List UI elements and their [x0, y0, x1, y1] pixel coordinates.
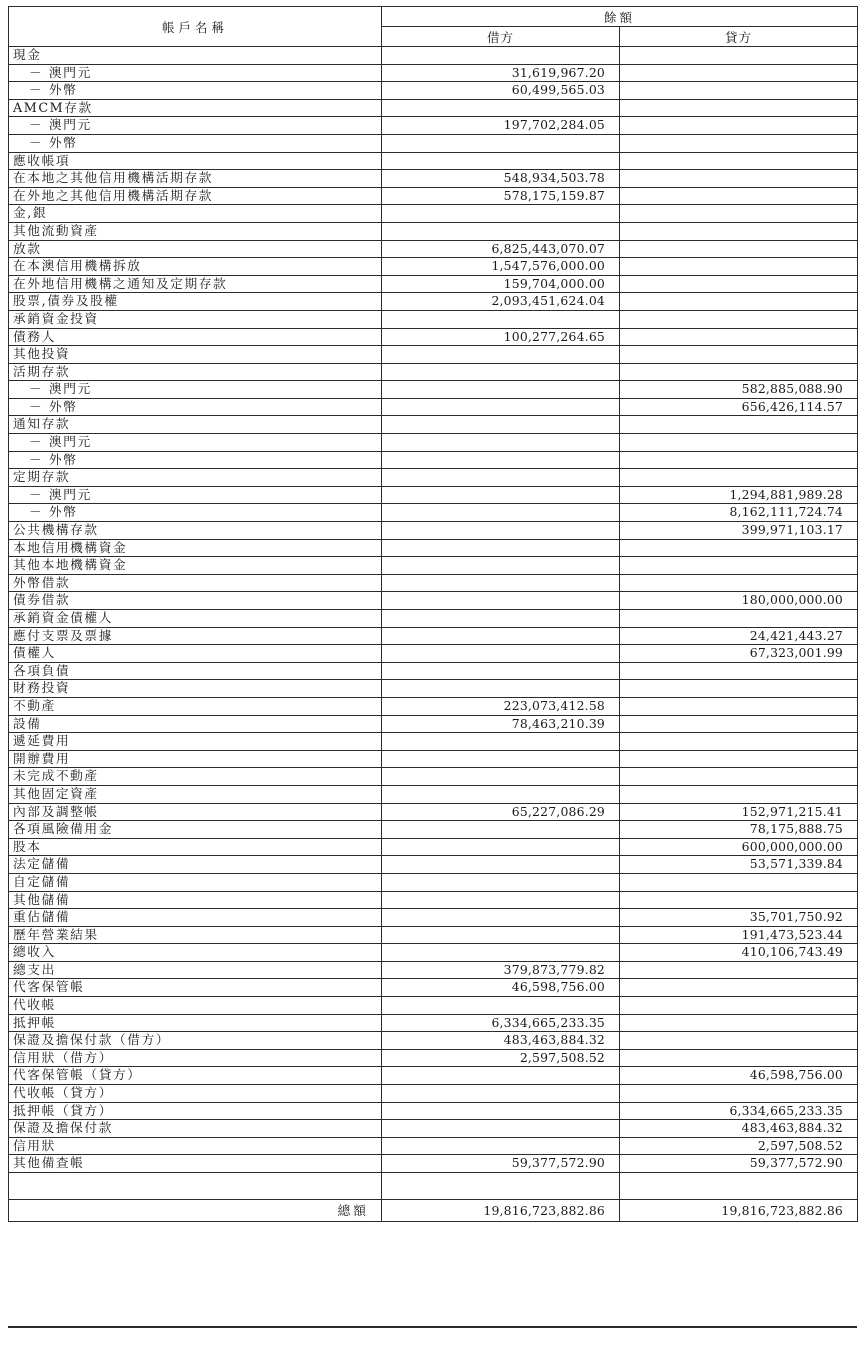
debit-cell	[382, 733, 620, 751]
debit-cell	[382, 821, 620, 839]
account-name-cell: 其他流動資產	[9, 222, 382, 240]
credit-cell	[620, 733, 858, 751]
table-row	[9, 873, 858, 891]
credit-cell: 24,421,443.27	[620, 627, 858, 645]
table-row	[9, 451, 858, 469]
credit-cell	[620, 363, 858, 381]
table-row	[9, 891, 858, 909]
credit-cell: 59,377,572.90	[620, 1155, 858, 1173]
debit-cell	[382, 504, 620, 522]
table-row	[9, 99, 858, 117]
credit-cell: 46,598,756.00	[620, 1067, 858, 1085]
account-name-cell: 外幣借款	[9, 574, 382, 592]
debit-cell: 1,547,576,000.00	[382, 258, 620, 276]
credit-cell	[620, 434, 858, 452]
account-name-cell: 活期存款	[9, 363, 382, 381]
credit-cell: 8,162,111,724.74	[620, 504, 858, 522]
debit-cell	[382, 785, 620, 803]
account-name-cell: 自定儲備	[9, 873, 382, 891]
table-row	[9, 434, 858, 452]
account-name-cell: 股票,債券及股權	[9, 293, 382, 311]
account-name-cell: － 外幣	[9, 82, 382, 100]
table-row	[9, 82, 858, 100]
account-name-cell: 承銷資金債權人	[9, 610, 382, 628]
table-row	[9, 821, 858, 839]
credit-cell	[620, 1085, 858, 1103]
credit-cell: 6,334,665,233.35	[620, 1102, 858, 1120]
table-row	[9, 293, 858, 311]
credit-cell	[620, 240, 858, 258]
credit-cell: 191,473,523.44	[620, 926, 858, 944]
credit-cell	[620, 768, 858, 786]
credit-cell: 152,971,215.41	[620, 803, 858, 821]
credit-cell	[620, 961, 858, 979]
credit-cell: 582,885,088.90	[620, 381, 858, 399]
debit-cell: 31,619,967.20	[382, 64, 620, 82]
table-row	[9, 645, 858, 663]
table-row	[9, 117, 858, 135]
debit-cell	[382, 1137, 620, 1155]
total-row	[9, 1200, 858, 1222]
table-row	[9, 944, 858, 962]
table-row	[9, 381, 858, 399]
credit-cell: 1,294,881,989.28	[620, 486, 858, 504]
debit-cell: 483,463,884.32	[382, 1032, 620, 1050]
credit-cell	[620, 451, 858, 469]
table-row	[9, 961, 858, 979]
credit-cell	[620, 293, 858, 311]
account-name-cell: 代收帳（貸方）	[9, 1085, 382, 1103]
credit-cell	[620, 979, 858, 997]
debit-cell	[382, 346, 620, 364]
credit-cell	[620, 99, 858, 117]
debit-cell: 65,227,086.29	[382, 803, 620, 821]
account-name-cell: 抵押帳（貸方）	[9, 1102, 382, 1120]
table-row	[9, 134, 858, 152]
debit-cell	[382, 610, 620, 628]
table-body	[9, 47, 858, 1222]
table-row	[9, 627, 858, 645]
header-row-top	[9, 7, 858, 27]
debit-cell: 46,598,756.00	[382, 979, 620, 997]
table-row	[9, 715, 858, 733]
table-row	[9, 469, 858, 487]
account-name-cell: － 外幣	[9, 398, 382, 416]
debit-cell	[382, 310, 620, 328]
account-name-cell: － 外幣	[9, 451, 382, 469]
account-name-cell: 應付支票及票據	[9, 627, 382, 645]
table-row	[9, 398, 858, 416]
credit-cell	[620, 222, 858, 240]
account-name-cell: 信用狀	[9, 1137, 382, 1155]
table-row	[9, 592, 858, 610]
debit-cell: 548,934,503.78	[382, 170, 620, 188]
table-row	[9, 187, 858, 205]
credit-cell	[620, 785, 858, 803]
debit-cell	[382, 363, 620, 381]
account-name-cell: 通知存款	[9, 416, 382, 434]
account-name-cell: 保證及擔保付款	[9, 1120, 382, 1138]
credit-cell: 53,571,339.84	[620, 856, 858, 874]
debit-cell	[382, 381, 620, 399]
table-row	[9, 557, 858, 575]
debit-cell	[382, 205, 620, 223]
debit-cell	[382, 222, 620, 240]
credit-cell	[620, 1032, 858, 1050]
credit-cell	[620, 610, 858, 628]
credit-cell	[620, 873, 858, 891]
debit-cell	[382, 645, 620, 663]
credit-cell	[620, 346, 858, 364]
credit-cell	[620, 64, 858, 82]
table-row	[9, 1120, 858, 1138]
table-row	[9, 662, 858, 680]
credit-cell	[620, 47, 858, 65]
account-name-cell: 各項負債	[9, 662, 382, 680]
account-name-cell: 承銷資金投資	[9, 310, 382, 328]
debit-cell: 78,463,210.39	[382, 715, 620, 733]
account-name-cell: 金,銀	[9, 205, 382, 223]
account-name-cell: － 外幣	[9, 134, 382, 152]
account-name-cell: 信用狀（借方）	[9, 1049, 382, 1067]
credit-cell	[620, 750, 858, 768]
credit-cell	[620, 258, 858, 276]
account-name-cell: 保證及擔保付款（借方）	[9, 1032, 382, 1050]
table-row	[9, 697, 858, 715]
debit-cell	[382, 838, 620, 856]
credit-cell: 2,597,508.52	[620, 1137, 858, 1155]
debit-cell	[382, 662, 620, 680]
account-name-cell: 代收帳	[9, 997, 382, 1015]
account-name-cell: 債權人	[9, 645, 382, 663]
debit-cell	[382, 539, 620, 557]
account-name-cell: 公共機構存款	[9, 522, 382, 540]
table-row	[9, 909, 858, 927]
debit-cell: 100,277,264.65	[382, 328, 620, 346]
debit-cell: 6,825,443,070.07	[382, 240, 620, 258]
account-name-cell: 開辦費用	[9, 750, 382, 768]
debit-cell: 6,334,665,233.35	[382, 1014, 620, 1032]
credit-cell: 656,426,114.57	[620, 398, 858, 416]
credit-cell	[620, 574, 858, 592]
account-name-cell: 遞延費用	[9, 733, 382, 751]
debit-cell	[382, 398, 620, 416]
table-row	[9, 539, 858, 557]
spacer-cell	[9, 1173, 382, 1200]
credit-cell: 35,701,750.92	[620, 909, 858, 927]
table-row	[9, 1137, 858, 1155]
debit-cell	[382, 627, 620, 645]
account-name-cell: 內部及調整帳	[9, 803, 382, 821]
balance-sheet-table	[8, 6, 858, 1222]
table-row	[9, 1032, 858, 1050]
debit-cell	[382, 873, 620, 891]
debit-cell	[382, 1067, 620, 1085]
debit-cell: 59,377,572.90	[382, 1155, 620, 1173]
credit-cell	[620, 891, 858, 909]
table-row	[9, 838, 858, 856]
debit-cell: 60,499,565.03	[382, 82, 620, 100]
account-name-cell: 現金	[9, 47, 382, 65]
account-name-cell: － 澳門元	[9, 117, 382, 135]
credit-cell	[620, 170, 858, 188]
account-name-cell: 在本地之其他信用機構活期存款	[9, 170, 382, 188]
account-name-cell: 債券借款	[9, 592, 382, 610]
table-row	[9, 979, 858, 997]
debit-cell: 578,175,159.87	[382, 187, 620, 205]
account-name-cell: 財務投資	[9, 680, 382, 698]
table-row	[9, 768, 858, 786]
credit-cell	[620, 82, 858, 100]
table-row	[9, 310, 858, 328]
table-row	[9, 610, 858, 628]
table-row	[9, 363, 858, 381]
account-name-cell: 在外地信用機構之通知及定期存款	[9, 275, 382, 293]
debit-cell	[382, 486, 620, 504]
table-row	[9, 222, 858, 240]
credit-cell: 180,000,000.00	[620, 592, 858, 610]
table-row	[9, 926, 858, 944]
credit-cell: 67,323,001.99	[620, 645, 858, 663]
table-row	[9, 328, 858, 346]
table-row	[9, 1085, 858, 1103]
credit-cell: 399,971,103.17	[620, 522, 858, 540]
debit-cell	[382, 574, 620, 592]
debit-cell	[382, 557, 620, 575]
table-row	[9, 750, 858, 768]
debit-cell	[382, 416, 620, 434]
debit-cell: 2,093,451,624.04	[382, 293, 620, 311]
account-name-cell: 本地信用機構資金	[9, 539, 382, 557]
account-name-cell: AMCM存款	[9, 99, 382, 117]
credit-cell	[620, 697, 858, 715]
debit-cell	[382, 926, 620, 944]
table-row	[9, 574, 858, 592]
account-name-cell: － 外幣	[9, 504, 382, 522]
debit-cell: 159,704,000.00	[382, 275, 620, 293]
total-credit: 19,816,723,882.86	[620, 1200, 858, 1222]
spacer-cell	[620, 1173, 858, 1200]
table-row	[9, 504, 858, 522]
credit-cell: 78,175,888.75	[620, 821, 858, 839]
debit-cell	[382, 1085, 620, 1103]
account-name-cell: 在本澳信用機構拆放	[9, 258, 382, 276]
debit-cell	[382, 592, 620, 610]
debit-cell	[382, 1102, 620, 1120]
account-name-cell: 放款	[9, 240, 382, 258]
credit-cell	[620, 134, 858, 152]
debit-cell	[382, 152, 620, 170]
credit-cell	[620, 310, 858, 328]
debit-cell	[382, 891, 620, 909]
table-row	[9, 1155, 858, 1173]
table-header	[9, 7, 858, 47]
account-name-cell: 總支出	[9, 961, 382, 979]
debit-cell	[382, 680, 620, 698]
credit-cell	[620, 152, 858, 170]
table-row	[9, 856, 858, 874]
debit-cell	[382, 522, 620, 540]
account-name-cell: 代客保管帳（貸方）	[9, 1067, 382, 1085]
total-debit: 19,816,723,882.86	[382, 1200, 620, 1222]
table-row	[9, 47, 858, 65]
credit-cell	[620, 557, 858, 575]
account-name-cell: 重佔儲備	[9, 909, 382, 927]
table-row	[9, 803, 858, 821]
debit-cell	[382, 997, 620, 1015]
account-name-cell: 其他儲備	[9, 891, 382, 909]
debit-cell	[382, 1120, 620, 1138]
account-name-cell: 其他本地機構資金	[9, 557, 382, 575]
credit-cell	[620, 680, 858, 698]
account-name-cell: 債務人	[9, 328, 382, 346]
debit-cell	[382, 99, 620, 117]
credit-cell: 410,106,743.49	[620, 944, 858, 962]
column-header-account-name: 帳戶名稱	[9, 7, 382, 47]
table-row	[9, 416, 858, 434]
table-row	[9, 997, 858, 1015]
debit-cell: 379,873,779.82	[382, 961, 620, 979]
account-name-cell: 其他備查帳	[9, 1155, 382, 1173]
account-name-cell: 在外地之其他信用機構活期存款	[9, 187, 382, 205]
account-name-cell: 抵押帳	[9, 1014, 382, 1032]
bottom-rule	[8, 1326, 857, 1328]
debit-cell	[382, 750, 620, 768]
credit-cell	[620, 662, 858, 680]
column-header-credit: 貸方	[620, 27, 858, 47]
account-name-cell: － 澳門元	[9, 486, 382, 504]
debit-cell	[382, 768, 620, 786]
credit-cell	[620, 205, 858, 223]
debit-cell	[382, 47, 620, 65]
account-name-cell: 其他固定資產	[9, 785, 382, 803]
credit-cell	[620, 187, 858, 205]
column-header-balance: 餘額	[382, 7, 858, 27]
account-name-cell: 各項風險備用金	[9, 821, 382, 839]
credit-cell	[620, 715, 858, 733]
credit-cell: 600,000,000.00	[620, 838, 858, 856]
table-row	[9, 346, 858, 364]
table-row	[9, 785, 858, 803]
table-row	[9, 64, 858, 82]
account-name-cell: 設備	[9, 715, 382, 733]
credit-cell	[620, 539, 858, 557]
table-row	[9, 733, 858, 751]
credit-cell	[620, 1049, 858, 1067]
total-label: 總額	[9, 1200, 382, 1222]
spacer-cell	[382, 1173, 620, 1200]
credit-cell	[620, 997, 858, 1015]
table-row	[9, 258, 858, 276]
account-name-cell: 法定儲備	[9, 856, 382, 874]
account-name-cell: 定期存款	[9, 469, 382, 487]
account-name-cell: 總收入	[9, 944, 382, 962]
spacer-row	[9, 1173, 858, 1200]
debit-cell: 197,702,284.05	[382, 117, 620, 135]
credit-cell: 483,463,884.32	[620, 1120, 858, 1138]
debit-cell: 223,073,412.58	[382, 697, 620, 715]
account-name-cell: 股本	[9, 838, 382, 856]
table-row	[9, 205, 858, 223]
table-row	[9, 170, 858, 188]
account-name-cell: － 澳門元	[9, 434, 382, 452]
table-row	[9, 486, 858, 504]
account-name-cell: － 澳門元	[9, 64, 382, 82]
column-header-debit: 借方	[382, 27, 620, 47]
table-row	[9, 1014, 858, 1032]
table-row	[9, 1067, 858, 1085]
account-name-cell: 應收帳項	[9, 152, 382, 170]
credit-cell	[620, 328, 858, 346]
debit-cell	[382, 944, 620, 962]
credit-cell	[620, 275, 858, 293]
debit-cell	[382, 909, 620, 927]
debit-cell	[382, 134, 620, 152]
account-name-cell: 未完成不動產	[9, 768, 382, 786]
table-row	[9, 522, 858, 540]
debit-cell	[382, 434, 620, 452]
debit-cell: 2,597,508.52	[382, 1049, 620, 1067]
credit-cell	[620, 117, 858, 135]
debit-cell	[382, 469, 620, 487]
account-name-cell: 代客保管帳	[9, 979, 382, 997]
credit-cell	[620, 416, 858, 434]
account-name-cell: 其他投資	[9, 346, 382, 364]
debit-cell	[382, 451, 620, 469]
table-row	[9, 275, 858, 293]
credit-cell	[620, 469, 858, 487]
table-row	[9, 1102, 858, 1120]
table-row	[9, 240, 858, 258]
debit-cell	[382, 856, 620, 874]
credit-cell	[620, 1014, 858, 1032]
account-name-cell: 不動產	[9, 697, 382, 715]
table-row	[9, 1049, 858, 1067]
table-row	[9, 680, 858, 698]
account-name-cell: 歷年營業結果	[9, 926, 382, 944]
account-name-cell: － 澳門元	[9, 381, 382, 399]
table-row	[9, 152, 858, 170]
